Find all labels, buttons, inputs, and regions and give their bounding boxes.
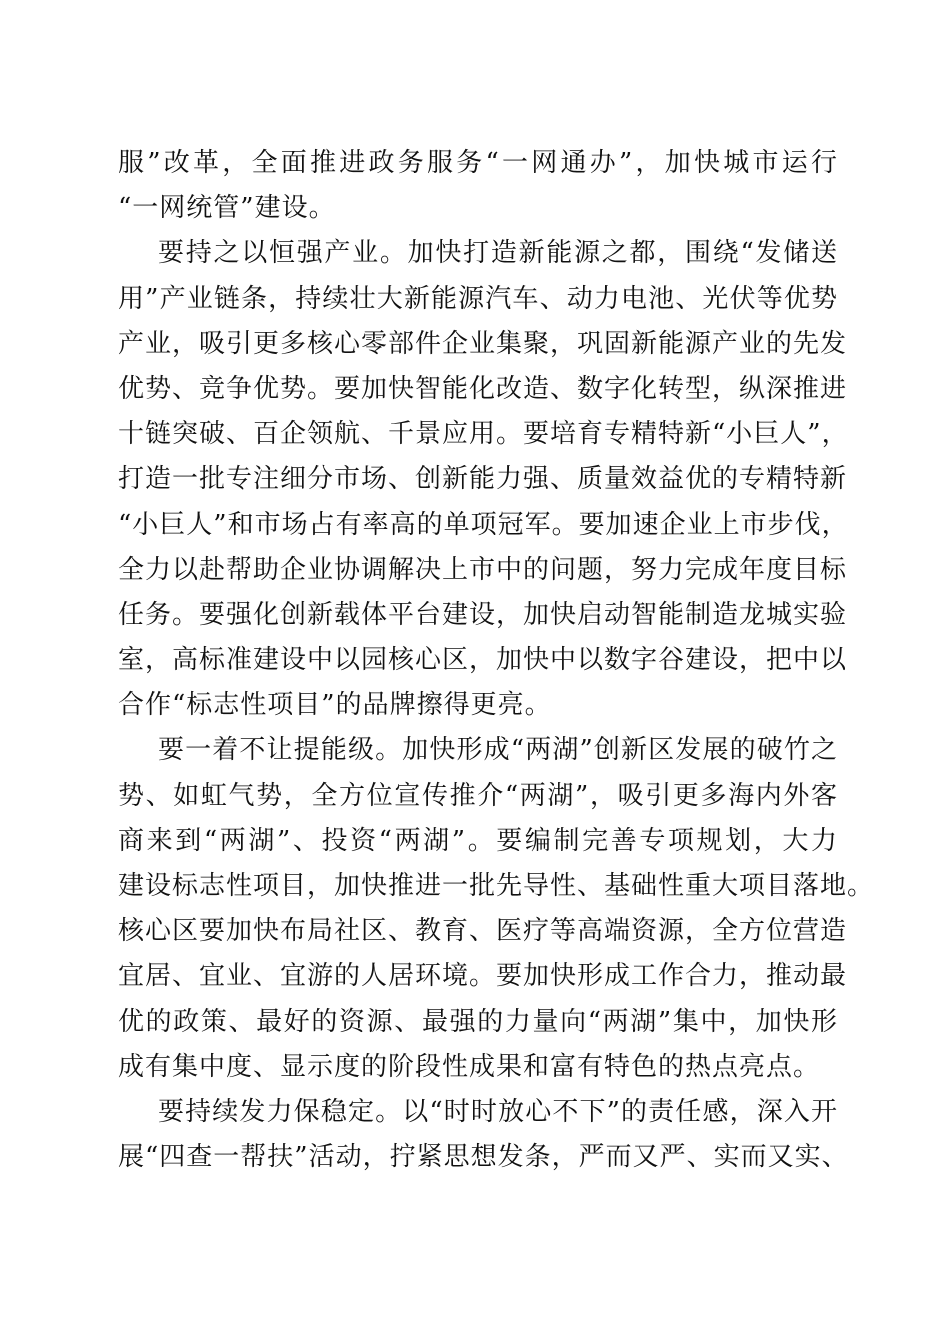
paragraph-line: 打造一批专注细分市场、创新能力强、质量效益优的专精特新 xyxy=(118,464,848,495)
paragraph-line: 势、如虹气势，全方位宣传推介“两湖”，吸引更多海内外客 xyxy=(118,780,838,811)
paragraph-line: 合作“标志性项目”的品牌擦得更亮。 xyxy=(118,690,552,721)
paragraph-line: 要持之以恒强产业。加快打造新能源之都，围绕“发储送 xyxy=(158,238,838,269)
paragraph-line: 建设标志性项目，加快推进一批先导性、基础性重大项目落地。 xyxy=(118,871,875,901)
paragraph-line: 服”改革，全面推进政务服务“一网通办”，加快城市运行 xyxy=(118,148,838,178)
paragraph-line: “小巨人”和市场占有率高的单项冠军。要加速企业上市步伐， xyxy=(118,509,849,540)
paragraph-line: 十链突破、百企领航、千景应用。要培育专精特新“小巨人”， xyxy=(118,419,849,450)
paragraph-line: 展“四查一帮扶”活动，拧紧思想发条，严而又严、实而又实、 xyxy=(118,1142,849,1173)
paragraph-line: 要持续发力保稳定。以“时时放心不下”的责任感，深入开 xyxy=(158,1096,838,1127)
paragraph-line: 宜居、宜业、宜游的人居环境。要加快形成工作合力，推动最 xyxy=(118,961,848,992)
paragraph-line: 全力以赴帮助企业协调解决上市中的问题，努力完成年度目标 xyxy=(118,554,848,585)
paragraph-line: 成有集中度、显示度的阶段性成果和富有特色的热点亮点。 xyxy=(118,1051,821,1082)
paragraph-line: 要一着不让提能级。加快形成“两湖”创新区发展的破竹之 xyxy=(158,735,838,766)
paragraph-line: 室，高标准建设中以园核心区，加快中以数字谷建设，把中以 xyxy=(118,645,848,676)
paragraph-line: 优的政策、最好的资源、最强的力量向“两湖”集中，加快形 xyxy=(118,1006,838,1037)
paragraph-line: 用”产业链条，持续壮大新能源汽车、动力电池、光伏等优势 xyxy=(118,283,838,314)
document-body xyxy=(118,141,875,1180)
paragraph-line: 优势、竞争优势。要加快智能化改造、数字化转型，纵深推进 xyxy=(118,373,848,404)
paragraph-line: 任务。要强化创新载体平台建设，加快启动智能制造龙城实验 xyxy=(118,599,848,630)
paragraph-line: 商来到“两湖”、投资“两湖”。要编制完善专项规划，大力 xyxy=(118,825,838,856)
paragraph-line: 核心区要加快布局社区、教育、医疗等高端资源，全方位营造 xyxy=(118,916,848,947)
paragraph-line: 产业，吸引更多核心零部件企业集聚，巩固新能源产业的先发 xyxy=(118,328,848,359)
paragraph-line: “一网统管”建设。 xyxy=(118,193,336,224)
